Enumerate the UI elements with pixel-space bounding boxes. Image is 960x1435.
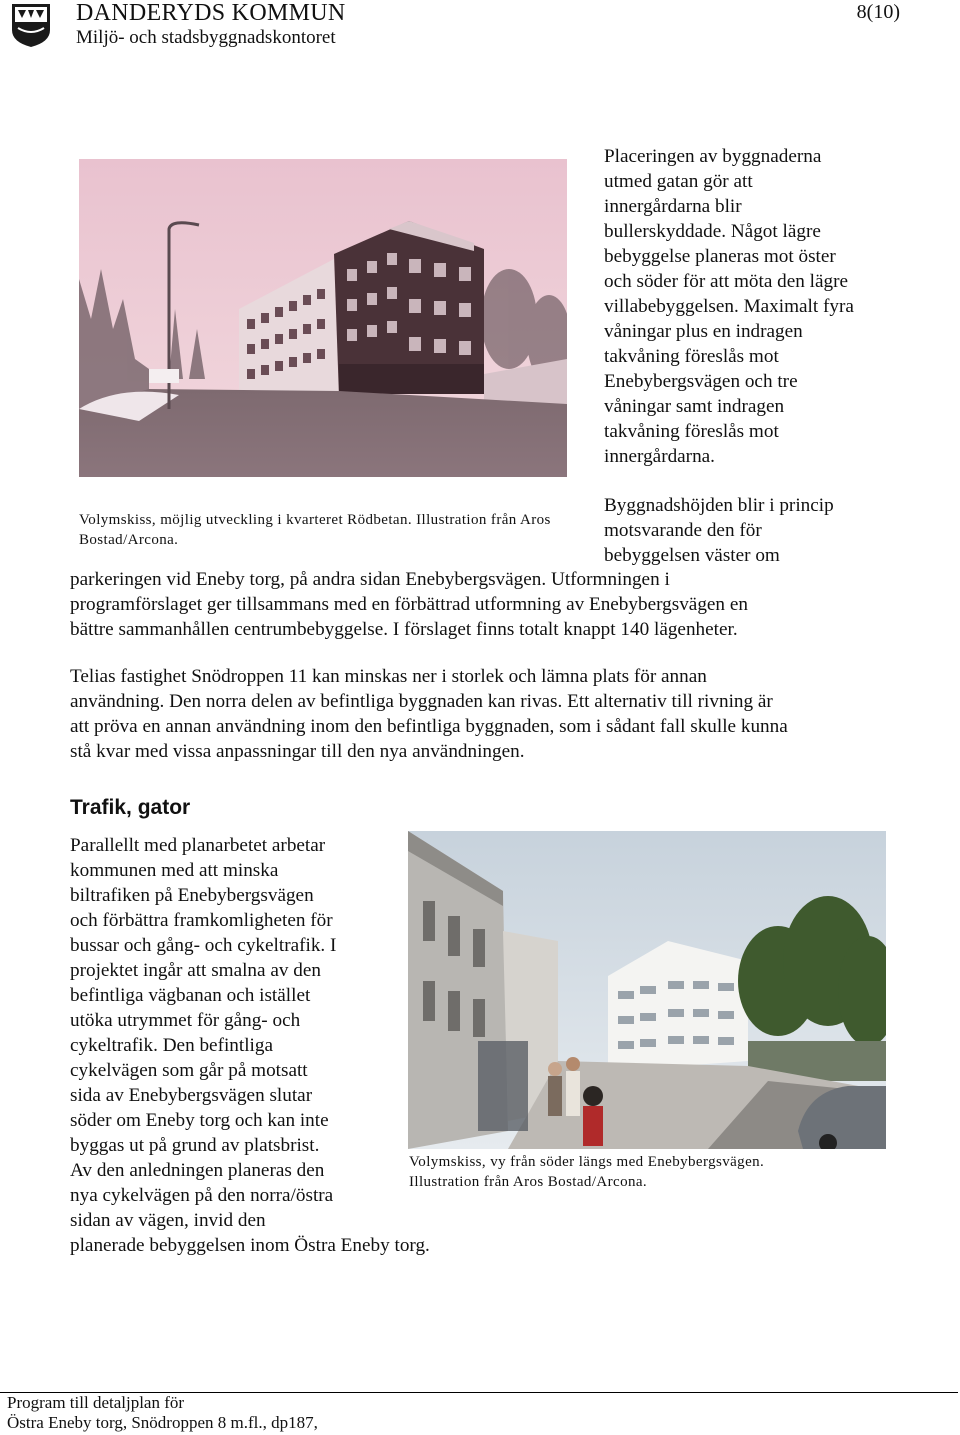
municipal-coat-of-arms-icon [10, 2, 52, 48]
text-line: Byggnadshöjden blir i princip [604, 495, 834, 516]
text-line: takvåning föreslås mot [604, 346, 779, 367]
text-line: biltrafiken på Enebybergsvägen [70, 885, 314, 906]
street-view-visualization-photo [408, 831, 886, 1149]
text-line: Placeringen av byggnaderna [604, 146, 822, 167]
text-line: bullerskyddade. Något lägre [604, 221, 821, 242]
text-line: byggas ut på grund av platsbrist. [70, 1135, 320, 1156]
text-line: parkeringen vid Eneby torg, på andra sidan Enebybergsvägen. Utformningen i [70, 569, 670, 590]
section-heading: Trafik, gator [70, 796, 191, 819]
text-line: att pröva en annan användning inom den befintliga byggnaden, som i sådant fall skulle kunna [70, 716, 788, 737]
text-line: Parallellt med planarbetet arbetar [70, 835, 326, 856]
image-caption: Volymskiss, möjlig utveckling i kvarteret Rödbetan. Illustration från Aros Bostad/Arcona. [79, 512, 551, 548]
text-line: kommunen med att minska [70, 860, 279, 881]
page-number: 8(10) [856, 1, 900, 23]
text-line: planerade bebyggelsen inom Östra Eneby torg. [70, 1235, 430, 1256]
footer-line-1: Program till detaljplan för [7, 1393, 185, 1412]
organization-name: DANDERYDS KOMMUN [76, 0, 346, 26]
text-line: befintliga vägbanan och istället [70, 985, 311, 1006]
text-line: Enebybergsvägen och tre [604, 371, 798, 392]
text-line: och söder för att möta den lägre [604, 271, 849, 292]
text-line: projektet ingår att smalna av den [70, 960, 321, 981]
text-line: våningar samt indragen [604, 396, 785, 417]
caption-line: Volymskiss, vy från söder längs med Enebybergsvägen. [409, 1154, 765, 1170]
text-line: bebyggelse planeras mot öster [604, 246, 836, 267]
text-line: nya cykelvägen på den norra/östra [70, 1185, 334, 1206]
text-line: sidan av vägen, invid den [70, 1210, 266, 1231]
text-line: takvåning föreslås mot [604, 421, 779, 442]
text-line: cykelvägen som går på motsatt [70, 1060, 308, 1081]
text-line: sida av Enebybergsvägen slutar [70, 1085, 313, 1106]
text-line: och förbättra framkomligheten för [70, 910, 333, 931]
text-line: bättre sammanhållen centrumbebyggelse. I förslaget finns totalt knappt 140 lägenheter. [70, 619, 738, 640]
paragraph-telia [70, 664, 930, 764]
paragraph-continuation [70, 567, 930, 642]
image-caption-2 [409, 1152, 889, 1192]
right-column-text-1 [604, 144, 904, 469]
text-line: villabebyggelsen. Maximalt fyra [604, 296, 854, 317]
right-column-text-2 [604, 493, 904, 568]
text-line: innergårdarna. [604, 446, 715, 467]
text-line: utöka utrymmet för gång- och [70, 1010, 301, 1031]
text-line: programförslaget ger tillsammans med en förbättrad utformning av Enebybergsvägen en [70, 594, 748, 615]
text-line: innergårdarna blir [604, 196, 742, 217]
building-visualization-photo [79, 159, 567, 477]
text-line: Telias fastighet Snödroppen 11 kan minskas ner i storlek och lämna plats för annan [70, 666, 707, 687]
text-line: utmed gatan gör att [604, 171, 753, 192]
text-line: användning. Den norra delen av befintliga byggnaden kan rivas. Ett alternativ till rivning är [70, 691, 773, 712]
text-line: bebyggelsen väster om [604, 545, 780, 566]
footer-line-2: Östra Eneby torg, Snödroppen 8 m.fl., dp187, [7, 1413, 318, 1432]
text-line: stå kvar med vissa anpassningar till den nya användningen. [70, 741, 525, 762]
text-line: Av den anledningen planeras den [70, 1160, 325, 1181]
text-line: bussar och gång- och cykeltrafik. I [70, 935, 337, 956]
caption-line: Illustration från Aros Bostad/Arcona. [409, 1174, 648, 1190]
department-name: Miljö- och stadsbyggnadskontoret [76, 27, 336, 48]
text-line: motsvarande den för [604, 520, 762, 541]
text-line: våningar plus en indragen [604, 321, 803, 342]
text-line: cykeltrafik. Den befintliga [70, 1035, 273, 1056]
text-line: söder om Eneby torg och kan inte [70, 1110, 329, 1131]
